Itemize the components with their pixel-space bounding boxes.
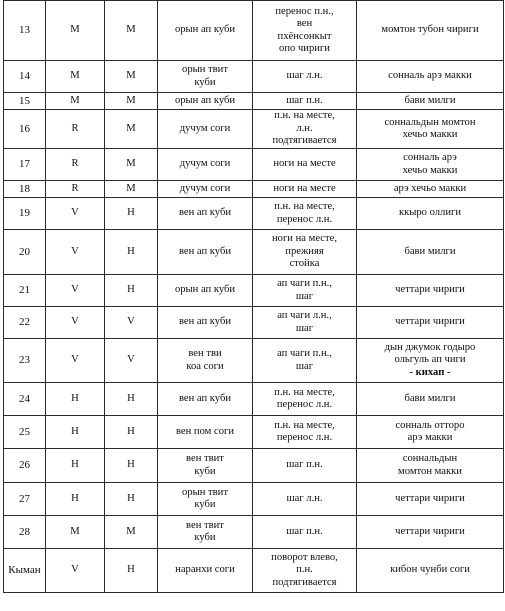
cell-footwork (253, 93, 357, 110)
cell-footwork-text: п.н. на месте, перенос л.н. (274, 386, 335, 410)
cell-direction-end-text: H (127, 284, 135, 296)
cell-stance (158, 230, 253, 275)
cell-technique-text: четтари чириги (395, 525, 465, 537)
cell-footwork-text: шаг п.н. (286, 525, 323, 537)
cell-stance-text: вен ап куби (178, 392, 232, 404)
cell-stance (158, 198, 253, 230)
cell-direction-end (105, 549, 158, 593)
cell-step-number-text: 16 (19, 122, 30, 135)
cell-direction-end (105, 198, 158, 230)
cell-stance (158, 339, 253, 383)
cell-technique-text: бави милги (404, 94, 456, 106)
cell-step-number (4, 339, 46, 383)
cell-direction-start-text: M (70, 70, 80, 82)
cell-step-number (4, 110, 46, 149)
cell-footwork-text: шаг л.н. (286, 70, 323, 82)
table-row (4, 549, 504, 593)
cell-stance-text: вен твит куби (186, 453, 224, 477)
cell-direction-start (46, 383, 105, 416)
cell-stance (158, 516, 253, 549)
cell-footwork (253, 149, 357, 181)
cell-step-number-text: 18 (19, 182, 30, 195)
cell-direction-start (46, 516, 105, 549)
cell-direction-end (105, 383, 158, 416)
cell-direction-end (105, 110, 158, 149)
cell-stance-text: вен ап куби (178, 316, 232, 328)
cell-stance-text: орын твит куби (182, 486, 228, 510)
cell-step-number (4, 149, 46, 181)
cell-technique (357, 149, 504, 181)
cell-step-number (4, 198, 46, 230)
cell-step-number-text: 13 (19, 24, 30, 37)
cell-direction-end (105, 339, 158, 383)
cell-step-number-text: 20 (19, 245, 30, 258)
cell-step-number (4, 449, 46, 483)
cell-technique-text: арэ хечьо макки (393, 182, 467, 194)
cell-technique (357, 61, 504, 93)
cell-technique (357, 230, 504, 275)
table-row (4, 149, 504, 181)
cell-step-number (4, 1, 46, 61)
cell-footwork (253, 230, 357, 275)
cell-direction-end-text: M (126, 182, 136, 194)
cell-technique (357, 181, 504, 198)
table-body (4, 1, 504, 593)
cell-direction-end-text: H (127, 564, 135, 576)
cell-direction-end-text: H (127, 245, 135, 257)
cell-direction-start-text: V (71, 207, 79, 219)
cell-stance-text: орын ап куби (174, 24, 236, 36)
table-row (4, 1, 504, 61)
cell-direction-start (46, 549, 105, 593)
cell-step-number (4, 230, 46, 275)
cell-direction-end-text: H (127, 207, 135, 219)
cell-direction-start-text: H (71, 492, 79, 504)
cell-footwork (253, 383, 357, 416)
cell-technique (357, 198, 504, 230)
cell-stance-text: вен твит куби (186, 519, 224, 543)
cell-stance-text: вен пом соги (175, 425, 235, 437)
cell-direction-end-text: M (126, 525, 136, 537)
cell-stance-text: вен ап куби (178, 245, 232, 257)
kihap-label: - кихап - (409, 366, 451, 378)
cell-direction-start-text: R (71, 182, 79, 194)
cell-direction-end (105, 307, 158, 339)
cell-footwork (253, 449, 357, 483)
cell-direction-end-text: H (127, 392, 135, 404)
cell-stance-text: орын ап куби (174, 94, 236, 106)
cell-technique (357, 549, 504, 593)
cell-technique-text: четтари чириги (395, 284, 465, 296)
cell-stance (158, 275, 253, 307)
cell-footwork (253, 1, 357, 61)
cell-footwork (253, 198, 357, 230)
cell-step-number (4, 181, 46, 198)
cell-direction-end-text: M (126, 24, 136, 36)
cell-step-number-text: 24 (19, 392, 30, 405)
cell-stance-text: вен ап куби (178, 207, 232, 219)
cell-footwork-text: ап чаги л.н., шаг (277, 310, 332, 334)
cell-footwork-text: п.н. на месте, л.н. подтягивается (272, 110, 337, 147)
cell-direction-end (105, 449, 158, 483)
cell-technique (357, 93, 504, 110)
cell-technique-text: бави милги (404, 392, 456, 404)
cell-direction-start-text: V (71, 316, 79, 328)
cell-step-number (4, 93, 46, 110)
cell-technique (357, 516, 504, 549)
cell-footwork-text: п.н. на месте, перенос л.н. (274, 201, 335, 225)
cell-technique-text: сонналь оттоpo арэ макки (395, 419, 465, 443)
cell-step-number-text: 21 (19, 284, 30, 297)
cell-technique (357, 483, 504, 516)
cell-footwork-text: поворот влево, п.н. подтягивается (271, 551, 338, 588)
cell-direction-end-text: V (127, 354, 135, 366)
cell-technique-text: четтари чириги (395, 492, 465, 504)
cell-technique-text: дын джумок годыро ольгуль ап чиги (384, 341, 476, 366)
cell-footwork (253, 339, 357, 383)
cell-step-number-text: 17 (19, 158, 30, 171)
table-row (4, 516, 504, 549)
cell-footwork (253, 516, 357, 549)
cell-step-number (4, 549, 46, 593)
table-row (4, 339, 504, 383)
cell-technique-text: соннальдын момтон хечьо макки (384, 116, 476, 140)
cell-direction-end-text: M (126, 94, 136, 106)
cell-direction-start (46, 149, 105, 181)
cell-direction-start (46, 230, 105, 275)
cell-direction-start (46, 307, 105, 339)
cell-stance-text: орын твит куби (182, 64, 228, 88)
cell-step-number-text: 14 (19, 70, 30, 83)
cell-step-number-text: 25 (19, 425, 30, 438)
cell-step-number-text: 19 (19, 207, 30, 220)
cell-technique (357, 449, 504, 483)
cell-stance (158, 307, 253, 339)
table-row (4, 307, 504, 339)
cell-step-number-text: 26 (19, 459, 30, 472)
cell-step-number (4, 483, 46, 516)
cell-stance-text: наранхи соги (175, 564, 235, 576)
table-row (4, 383, 504, 416)
cell-step-number (4, 61, 46, 93)
cell-footwork-text: ап чаги п.н., шаг (277, 278, 332, 302)
cell-step-number (4, 307, 46, 339)
cell-stance-text: дучум соги (179, 122, 231, 134)
cell-stance-text: орын ап куби (174, 284, 236, 296)
cell-direction-start-text: V (71, 284, 79, 296)
cell-footwork-text: п.н. на месте, перенос л.н. (274, 419, 335, 443)
cell-stance (158, 483, 253, 516)
table-row (4, 181, 504, 198)
cell-stance (158, 449, 253, 483)
cell-direction-end-text: M (126, 70, 136, 82)
cell-direction-start (46, 449, 105, 483)
cell-direction-start-text: H (71, 425, 79, 437)
table-row (4, 275, 504, 307)
cell-footwork (253, 181, 357, 198)
table-row (4, 93, 504, 110)
cell-direction-start-text: M (70, 94, 80, 106)
cell-direction-end-text: H (127, 459, 135, 471)
cell-stance-text: вен тви коа соги (186, 348, 224, 372)
cell-step-number-text: 27 (19, 492, 30, 505)
table-row (4, 198, 504, 230)
cell-direction-start (46, 1, 105, 61)
cell-direction-start (46, 61, 105, 93)
cell-footwork-text: ап чаги п.н., шаг (277, 348, 332, 372)
cell-direction-end (105, 93, 158, 110)
cell-footwork (253, 110, 357, 149)
cell-technique (357, 275, 504, 307)
cell-footwork (253, 549, 357, 593)
cell-direction-start-text: M (70, 525, 80, 537)
cell-technique-text: бави милги (404, 245, 456, 257)
movements-table (3, 0, 504, 593)
cell-technique (357, 307, 504, 339)
cell-step-number-text: 28 (19, 525, 30, 538)
cell-direction-start-text: V (71, 354, 79, 366)
cell-direction-start-text: V (71, 564, 79, 576)
table-row (4, 61, 504, 93)
cell-direction-start-text: R (71, 122, 79, 134)
cell-step-number (4, 275, 46, 307)
cell-technique-text: сонналь арэ макки (388, 70, 472, 82)
cell-direction-start (46, 93, 105, 110)
cell-direction-end-text: V (127, 316, 135, 328)
cell-step-number-text: 22 (19, 316, 30, 329)
cell-technique-text: четтари чириги (395, 316, 465, 328)
cell-stance (158, 416, 253, 449)
cell-footwork-text: шаг п.н. (286, 94, 323, 106)
table-row (4, 416, 504, 449)
cell-direction-end (105, 275, 158, 307)
cell-direction-end (105, 416, 158, 449)
cell-direction-end (105, 516, 158, 549)
cell-stance (158, 383, 253, 416)
cell-footwork-text: шаг п.н. (286, 459, 323, 471)
cell-direction-end-text: H (127, 492, 135, 504)
cell-direction-start (46, 110, 105, 149)
cell-direction-start-text: H (71, 392, 79, 404)
cell-direction-start (46, 198, 105, 230)
cell-step-number-text: Кыман (8, 564, 41, 577)
cell-direction-end (105, 483, 158, 516)
cell-direction-end (105, 149, 158, 181)
cell-footwork-text: перенос п.н., вен пхёнсонкыт опо чириги (275, 5, 334, 54)
cell-direction-start (46, 483, 105, 516)
cell-step-number-text: 23 (19, 354, 30, 367)
cell-technique-text: момтон тубон чириги (381, 24, 479, 36)
cell-technique (357, 416, 504, 449)
table-row (4, 449, 504, 483)
cell-stance (158, 1, 253, 61)
cell-stance (158, 110, 253, 149)
cell-step-number (4, 383, 46, 416)
cell-technique (357, 1, 504, 61)
cell-direction-start (46, 339, 105, 383)
cell-stance (158, 61, 253, 93)
cell-direction-start-text: M (70, 24, 80, 36)
cell-direction-end (105, 230, 158, 275)
cell-technique-text: ккыро оллиги (398, 207, 462, 219)
cell-direction-start-text: R (71, 158, 79, 170)
cell-direction-end-text: H (127, 425, 135, 437)
cell-stance-text: дучум соги (179, 158, 231, 170)
cell-technique-text: соннальдын момтон макки (398, 453, 462, 477)
cell-stance (158, 149, 253, 181)
cell-technique (357, 110, 504, 149)
cell-stance (158, 549, 253, 593)
cell-footwork (253, 307, 357, 339)
cell-footwork-text: шаг л.н. (286, 492, 323, 504)
table-row (4, 110, 504, 149)
cell-direction-end-text: M (126, 158, 136, 170)
cell-step-number-text: 15 (19, 94, 30, 107)
cell-technique-text: сонналь арэ хечьо макки (402, 152, 458, 176)
cell-footwork-text: ноги на месте (273, 182, 336, 194)
cell-direction-end (105, 181, 158, 198)
cell-footwork-text: ноги на месте (273, 158, 336, 170)
cell-footwork (253, 61, 357, 93)
cell-direction-end (105, 61, 158, 93)
cell-stance (158, 93, 253, 110)
cell-technique (357, 383, 504, 416)
table-row (4, 230, 504, 275)
cell-direction-end (105, 1, 158, 61)
cell-direction-end-text: M (126, 122, 136, 134)
cell-step-number (4, 516, 46, 549)
cell-direction-start (46, 275, 105, 307)
cell-stance (158, 181, 253, 198)
table-row (4, 483, 504, 516)
cell-direction-start-text: H (71, 459, 79, 471)
cell-direction-start (46, 181, 105, 198)
cell-footwork (253, 483, 357, 516)
cell-direction-start (46, 416, 105, 449)
cell-footwork (253, 416, 357, 449)
cell-direction-start-text: V (71, 245, 79, 257)
cell-step-number (4, 416, 46, 449)
cell-technique-text: кибон чунби соги (390, 564, 470, 576)
cell-footwork (253, 275, 357, 307)
cell-technique (357, 339, 504, 383)
cell-stance-text: дучум соги (179, 182, 231, 194)
cell-footwork-text: ноги на месте, прежняя стойка (271, 233, 337, 270)
